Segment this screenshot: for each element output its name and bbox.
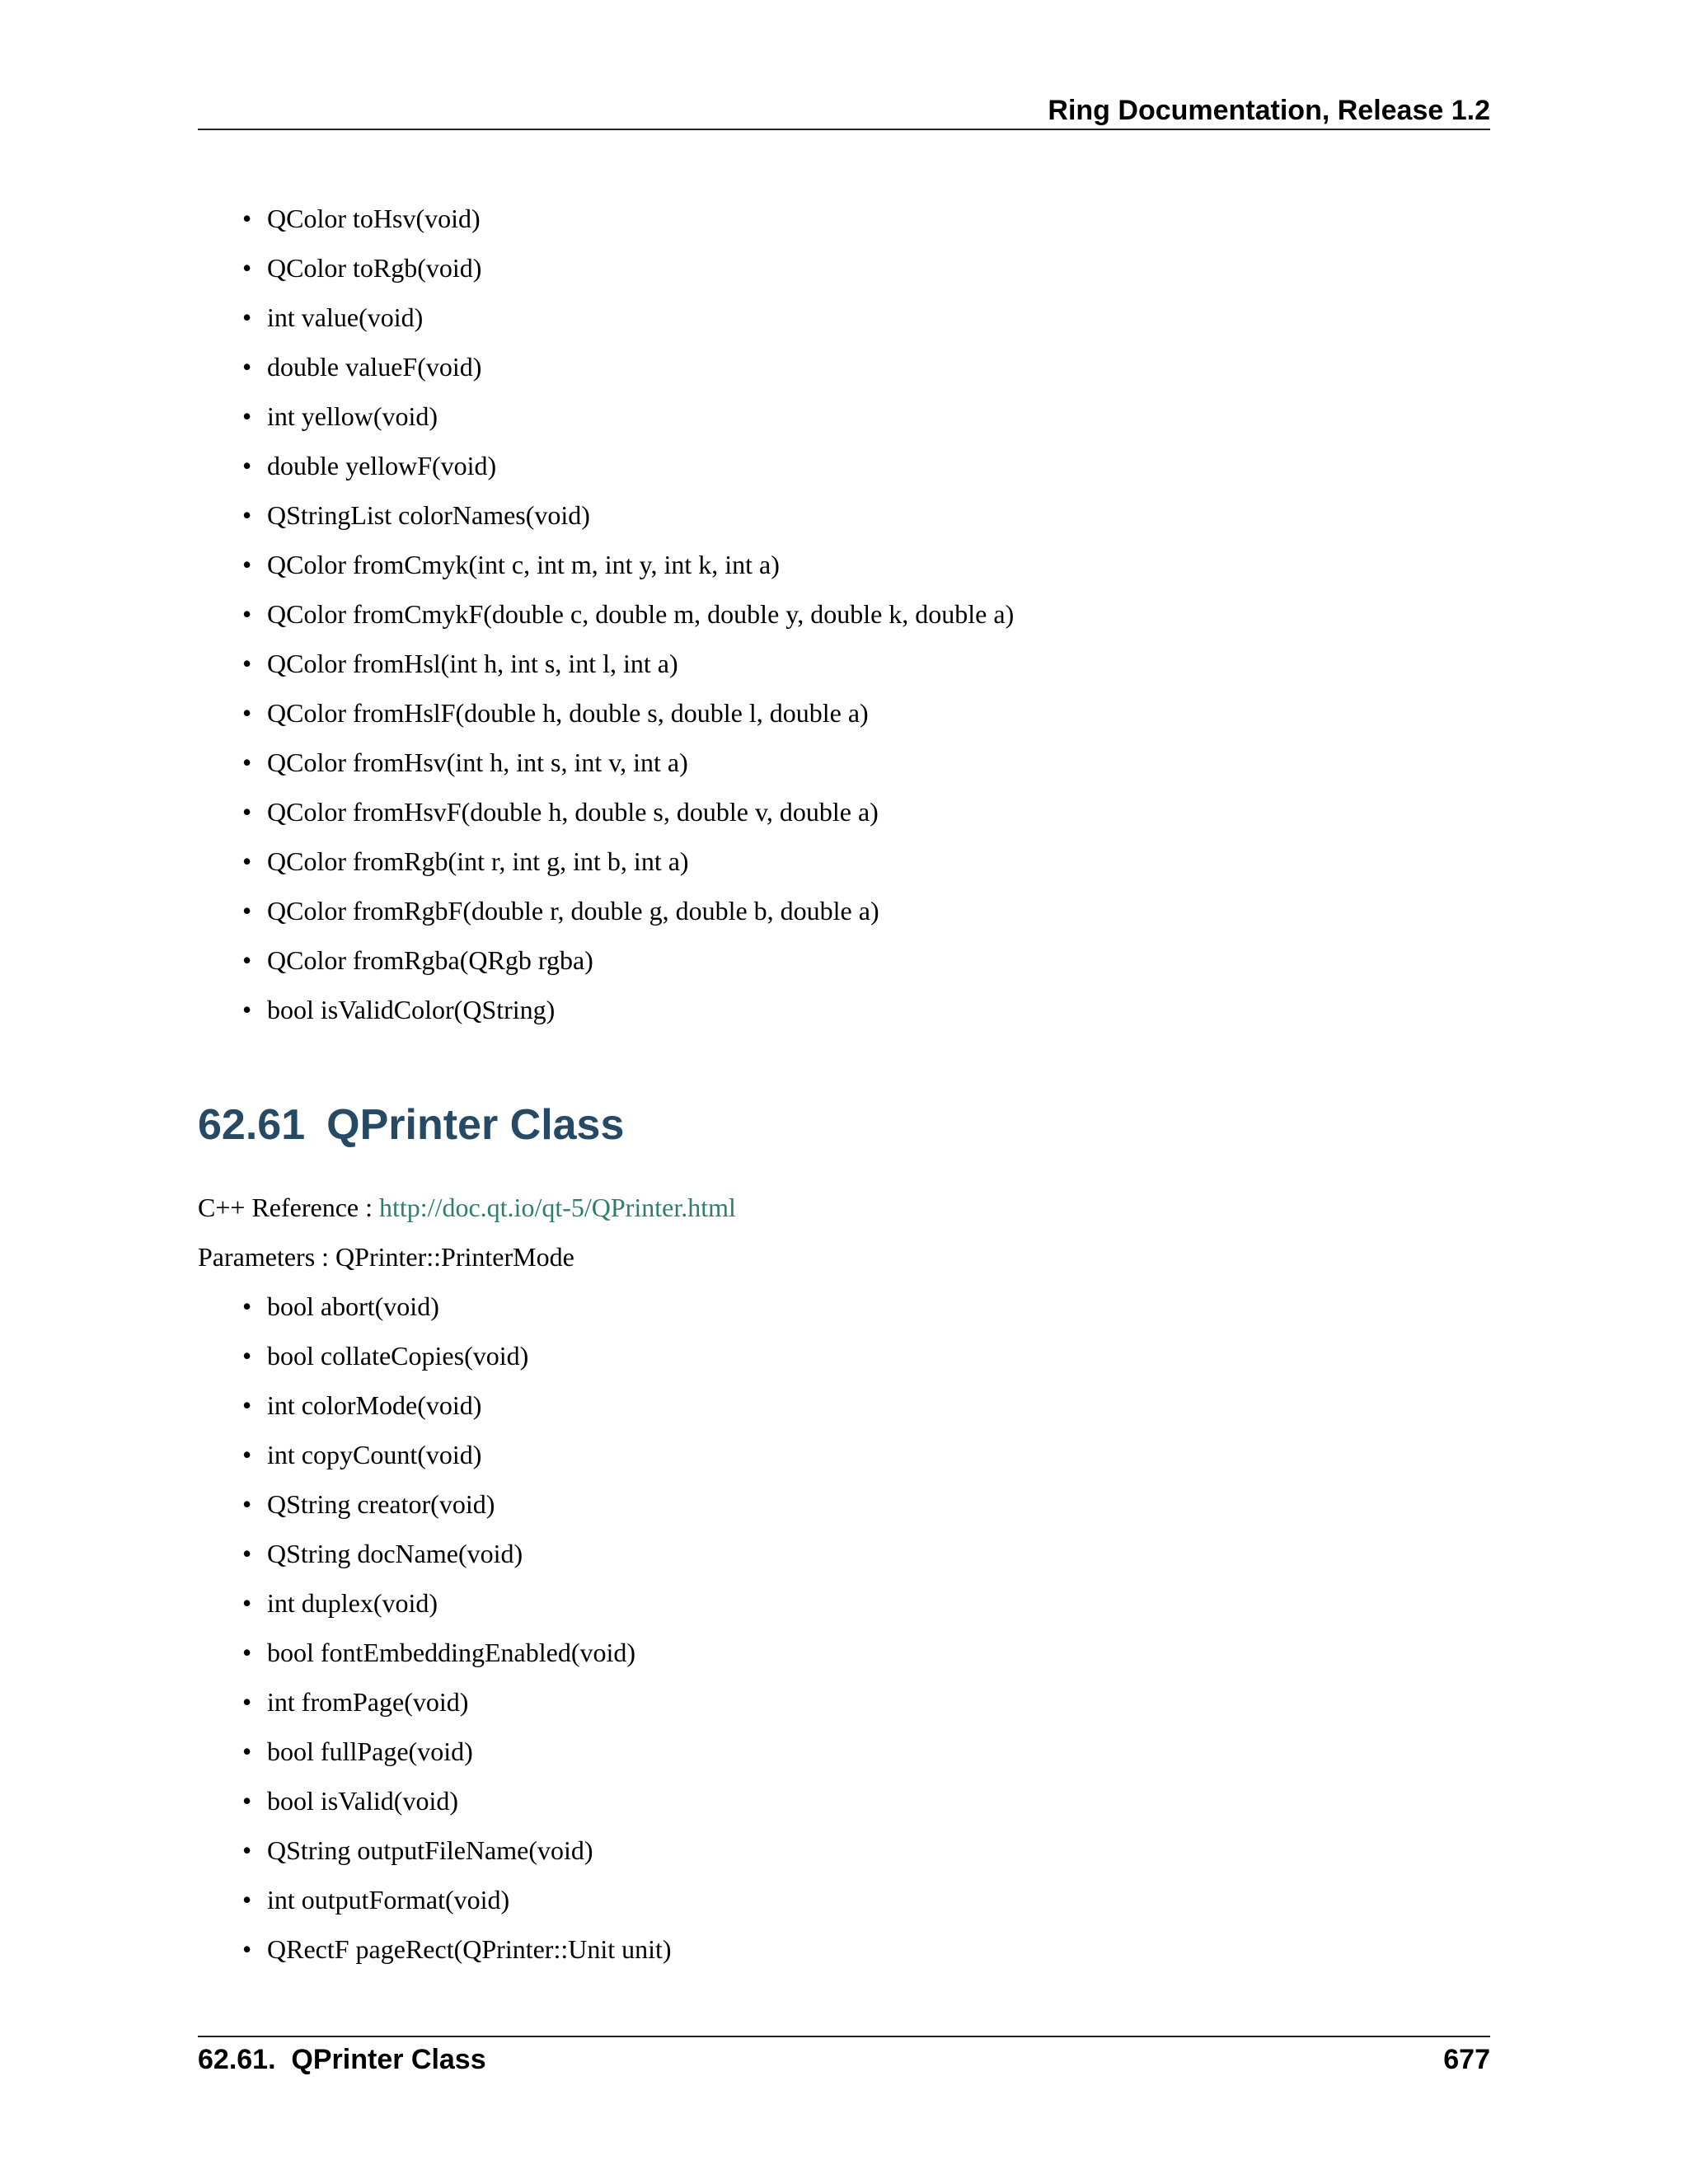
list-item: • QColor fromCmykF(double c, double m, double y, double k, double a) [267,589,1490,639]
list-item: • QColor fromHsl(int h, int s, int l, int a) [267,639,1490,688]
list-item: • bool isValidColor(QString) [267,985,1490,1034]
main-content [198,194,1490,1974]
document-title: Ring Documentation, Release 1.2 [1048,95,1490,126]
list-item: • bool abort(void) [267,1282,1490,1331]
section-number: 62.61 [198,1101,306,1149]
reference-label: C++ Reference : [198,1193,379,1222]
list-item: • QString outputFileName(void) [267,1825,1490,1875]
page-number: 677 [1443,2044,1490,2075]
list-item: • int colorMode(void) [267,1380,1490,1430]
list-item: • QStringList colorNames(void) [267,490,1490,540]
list-item: • QColor fromRgba(QRgb rgba) [267,935,1490,985]
list-item: • bool fontEmbeddingEnabled(void) [267,1628,1490,1677]
list-item: • QRectF pageRect(QPrinter::Unit unit) [267,1924,1490,1974]
reference-link[interactable]: http://doc.qt.io/qt-5/QPrinter.html [379,1193,736,1222]
list-item: • QString docName(void) [267,1529,1490,1578]
list-item: • QColor fromRgb(int r, int g, int b, int a) [267,837,1490,886]
list-item: • int duplex(void) [267,1578,1490,1628]
list-item: • int outputFormat(void) [267,1875,1490,1924]
list-item: • QString creator(void) [267,1479,1490,1529]
list-item: • QColor fromRgbF(double r, double g, double b, double a) [267,886,1490,935]
page-header [198,91,1490,130]
list-item: • int yellow(void) [267,391,1490,441]
section-heading [198,1084,1490,1166]
footer-section: 62.61. QPrinter Class [198,2044,486,2075]
method-list-bottom [198,1282,1490,1974]
list-item: • bool collateCopies(void) [267,1331,1490,1380]
list-item: • bool isValid(void) [267,1776,1490,1825]
list-item: • double valueF(void) [267,342,1490,391]
list-item: • QColor fromHslF(double h, double s, double l, double a) [267,688,1490,738]
method-list-top [198,194,1490,1034]
page-footer [198,2036,1490,2082]
section-title: QPrinter Class [326,1101,625,1149]
parameters-line: Parameters : QPrinter::PrinterMode [198,1242,574,1272]
list-item: • QColor toRgb(void) [267,243,1490,293]
list-item: • int value(void) [267,293,1490,342]
list-item: • bool fullPage(void) [267,1727,1490,1776]
list-item: • QColor fromHsv(int h, int s, int v, int a) [267,738,1490,787]
list-item: • double yellowF(void) [267,441,1490,490]
list-item: • int copyCount(void) [267,1430,1490,1479]
list-item: • QColor toHsv(void) [267,194,1490,243]
list-item: • QColor fromHsvF(double h, double s, double v, double a) [267,787,1490,837]
list-item: • QColor fromCmyk(int c, int m, int y, int k, int a) [267,540,1490,589]
list-item: • int fromPage(void) [267,1677,1490,1727]
cpp-reference [198,1183,1490,1232]
